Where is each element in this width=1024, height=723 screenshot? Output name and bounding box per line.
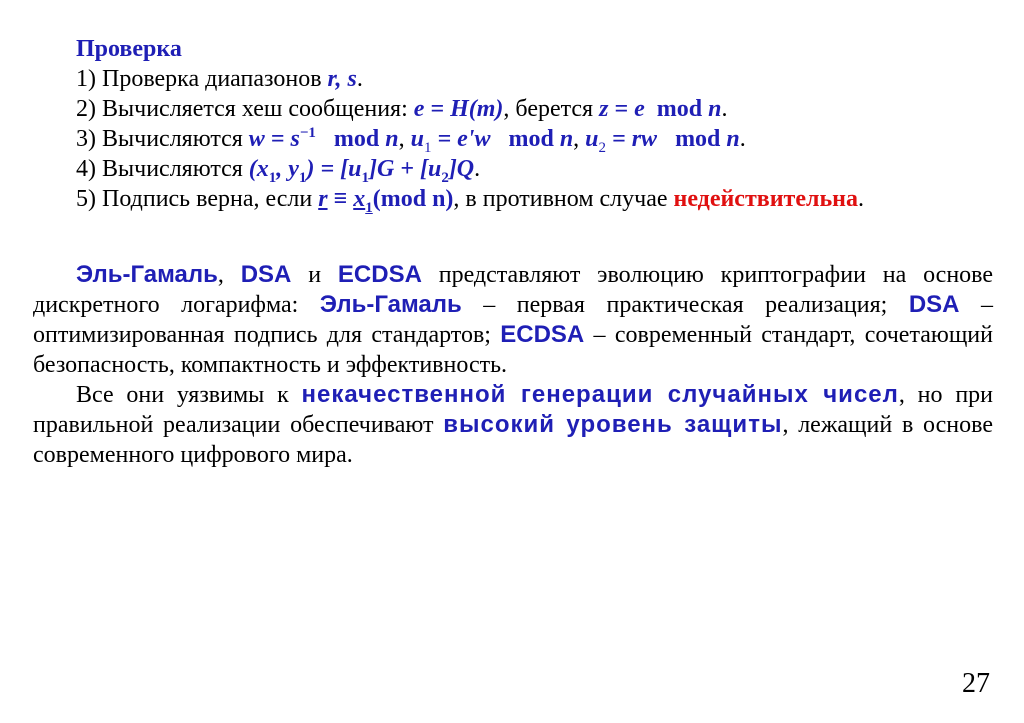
step-3-exp: −1 bbox=[299, 125, 316, 141]
step-5-modn: (mod n) bbox=[372, 186, 454, 212]
step-1-end: . bbox=[356, 66, 363, 92]
step-5-end: . bbox=[857, 186, 864, 212]
term-dsa: DSA bbox=[240, 261, 292, 288]
step-3-end: . bbox=[739, 126, 746, 152]
step-2-text: 2) Вычисляется хеш сообщения: bbox=[76, 96, 414, 122]
step-3-u1-sub: 1 bbox=[423, 139, 432, 156]
p1-and: и bbox=[291, 262, 338, 288]
step-3-u2: u bbox=[585, 126, 599, 152]
step-3-text: 3) Вычисляются bbox=[76, 126, 249, 152]
step-3-u1: u bbox=[410, 126, 424, 152]
step-1-math: r, s bbox=[327, 66, 357, 92]
step-5-text: 5) Подпись верна, если bbox=[76, 186, 319, 212]
step-2-n: n bbox=[708, 96, 722, 122]
paragraph-evolution bbox=[33, 260, 993, 380]
term-dsa-2: DSA bbox=[908, 291, 960, 318]
page-number: 27 bbox=[962, 668, 990, 699]
p1-comma: , bbox=[217, 262, 241, 288]
verification-block bbox=[76, 34, 1006, 214]
p1-text-1: представляют эволюцию криптографии на основе дискретного логарифма: bbox=[33, 262, 993, 318]
step-4-q: ]Q bbox=[448, 156, 475, 182]
step-3 bbox=[76, 124, 1006, 154]
p2-text-1: Все они уязвимы к bbox=[76, 382, 302, 408]
body-paragraphs bbox=[33, 260, 993, 470]
step-1-text: 1) Проверка диапазонов bbox=[76, 66, 328, 92]
term-elgamal-2: Эль-Гамаль bbox=[319, 291, 462, 318]
step-4 bbox=[76, 154, 1006, 184]
step-3-w: w = s bbox=[248, 126, 300, 152]
step-3-sep1: , bbox=[398, 126, 411, 152]
step-5-x-sub: 1 bbox=[365, 199, 373, 216]
step-5-mid: , в противном случае bbox=[453, 186, 674, 212]
step-4-u2-sub: 2 bbox=[441, 169, 449, 186]
verification-title: Проверка bbox=[76, 36, 182, 62]
p1-text-2: – первая практическая реализация; bbox=[461, 292, 909, 318]
step-2-hash: e = H(m) bbox=[413, 96, 504, 122]
step-3-mod-3: mod bbox=[675, 126, 721, 152]
step-4-g: ]G + [u bbox=[368, 156, 442, 182]
step-3-n3: n bbox=[726, 126, 740, 152]
p2-text-3: , лежащий в основе современного цифрового мира. bbox=[33, 412, 993, 468]
term-weak-rng: некачественной генерации случайных чисел bbox=[301, 381, 899, 408]
step-5-equiv: ≡ bbox=[327, 186, 354, 212]
step-4-u1-sub: 1 bbox=[361, 169, 369, 186]
p2-text-2: , но при правильной реализации обеспечивают bbox=[33, 382, 994, 438]
step-4-end: . bbox=[474, 156, 481, 182]
step-3-mod-2: mod bbox=[508, 126, 554, 152]
step-3-u2-sub: 2 bbox=[598, 139, 607, 156]
term-ecdsa: ECDSA bbox=[337, 261, 422, 288]
p1-text-4: – современный стандарт, сочетающий безопасность, компактность и эффективность. bbox=[33, 322, 993, 378]
term-elgamal: Эль-Гамаль bbox=[76, 261, 218, 288]
step-4-eq: ) = [u bbox=[306, 156, 362, 182]
step-5-r: r bbox=[318, 186, 328, 212]
step-5 bbox=[76, 184, 1006, 214]
step-5-x: x bbox=[353, 186, 366, 212]
step-3-n1: n bbox=[385, 126, 399, 152]
term-high-security: высокий уровень защиты bbox=[443, 411, 783, 438]
step-3-u2-expr: = rw bbox=[606, 126, 658, 152]
paragraph-vulnerability bbox=[33, 380, 993, 470]
step-5-invalid: недействительна bbox=[673, 186, 858, 212]
step-2-mid: , берется bbox=[503, 96, 600, 122]
step-2-mod: mod bbox=[656, 96, 703, 122]
step-2-end: . bbox=[721, 96, 728, 122]
step-3-sep2: , bbox=[573, 126, 586, 152]
term-ecdsa-2: ECDSA bbox=[500, 321, 585, 348]
step-2 bbox=[76, 94, 1006, 124]
step-3-n2: n bbox=[559, 126, 574, 152]
step-4-x: (x bbox=[248, 156, 269, 182]
step-3-u1-expr: = e'w bbox=[431, 126, 491, 152]
p1-text-3: – оптимизированная подпись для стандартов; bbox=[33, 292, 993, 348]
step-2-z: z = e bbox=[599, 96, 645, 122]
step-4-y-sub: 1 bbox=[298, 169, 307, 186]
step-3-mod-1: mod bbox=[333, 126, 380, 152]
step-1 bbox=[76, 64, 1006, 94]
step-4-x-sub: 1 bbox=[268, 169, 277, 186]
step-4-text: 4) Вычисляются bbox=[76, 156, 249, 182]
step-4-y: , y bbox=[276, 156, 299, 182]
